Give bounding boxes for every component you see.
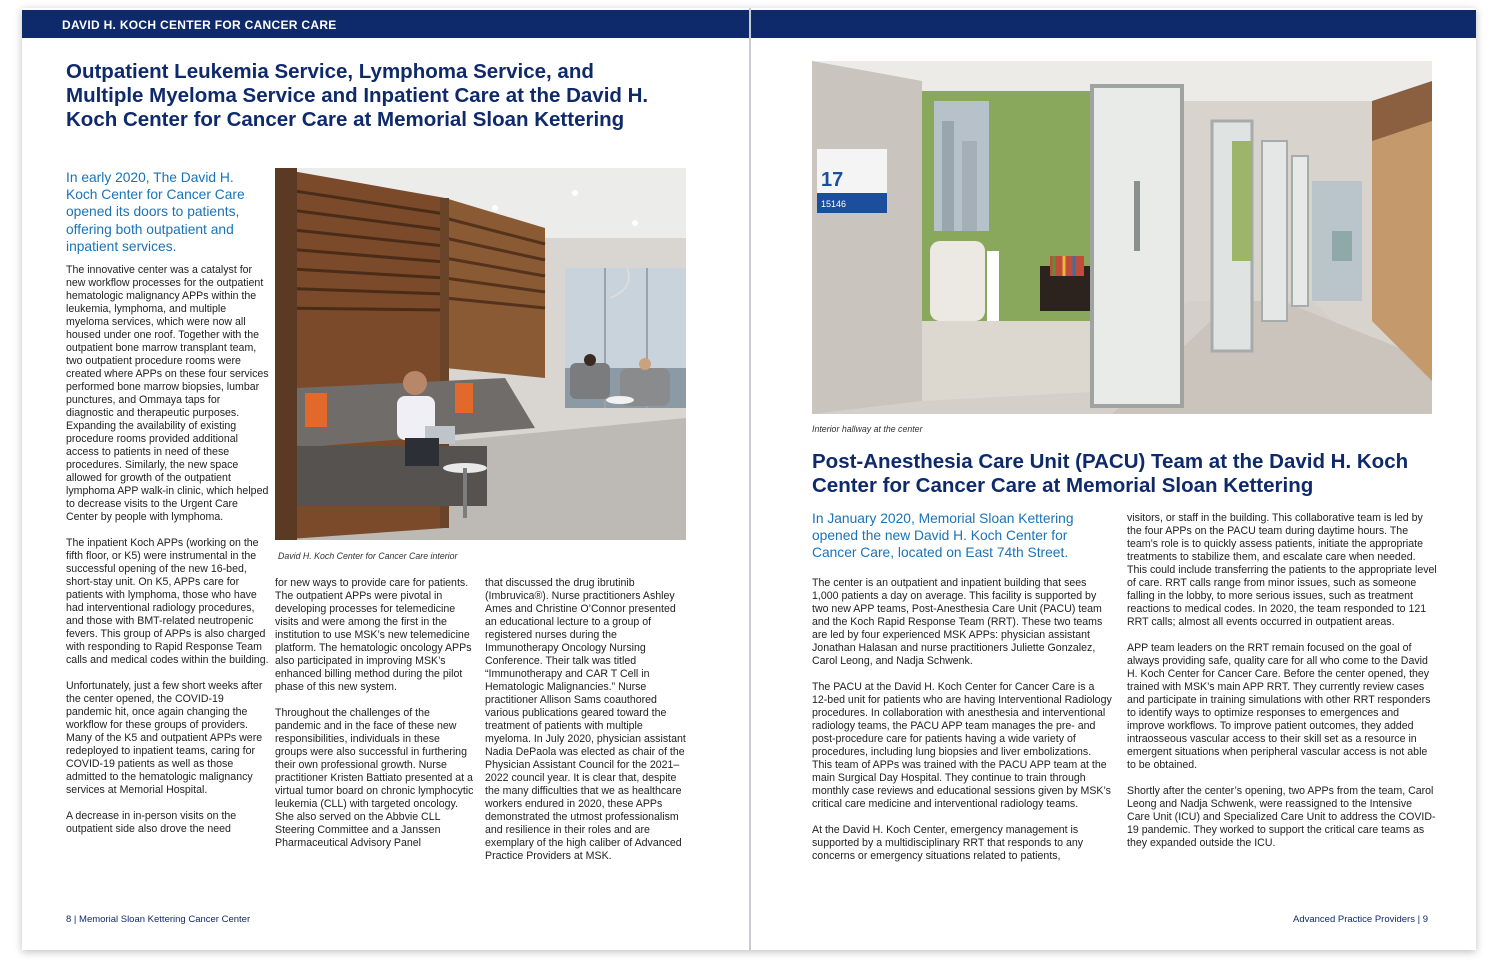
left-col3: [485, 577, 689, 876]
paragraph: At the David H. Koch Center, emergency management is supported by a multidisciplinary RRT that responds to any concerns or emergency situations related to patients,: [812, 824, 1084, 862]
section-title: DAVID H. KOCH CENTER FOR CANCER CARE: [62, 18, 337, 32]
paragraph: The center is an outpatient and inpatient building that sees 1,000 patients a day on average. This facility is supported by two new APP teams, Post-Anesthesia Care Unit (PACU) team and the Koch Rapid Response Team (RRT). These two teams are led by four experienced MSK APPs: physician assistant Jonathan Halasan and nurse practitioners Juliette Gonzalez, Carol Leong, and Nadja Schwenk.: [812, 577, 1103, 667]
right-col2: [1127, 512, 1437, 863]
paragraph: APP team leaders on the RRT remain focused on the goal of always providing safe, quality care for all who come to the David H. Koch Center for Cancer Care. Before the center opened, they trained with MSK’s main APP RRT. They currently review cases and participate in training simulations with other RRT responders to identify ways to optimize responses to emergences and improve workflows. To improve patient outcomes, they added intraosseous vascular access to their skill set as a resource in emergent situations when peripheral vascular access is not able to be obtained.: [1127, 642, 1431, 771]
header-band: [22, 10, 749, 38]
magazine-spread: [22, 8, 1476, 950]
paragraph: Throughout the challenges of the pandemic and in the face of these new responsibilities, individuals in these groups were also successful in furthering their own professional growth. Nurse practitioner Kristen Battiato presented at a virtual tumor board on chronic lymphocytic leukemia (CLL) with targeted oncology. She also served on the Abbvie CLL Steering Committee and a Janssen Pharmaceutical Advisory Panel: [275, 707, 474, 849]
left-col1: [66, 264, 270, 849]
paragraph: The innovative center was a catalyst for new workflow processes for the outpatient hematologic malignancy APPs within the leukemia, lymphoma, and multiple myeloma services, which were now all housed under one roof. Together with the outpatient bone marrow transplant team, two outpatient procedure rooms were created where APPs on these four services performed bone marrow biopsies, lumbar punctures, and Ommaya taps for diagnostic and therapeutic purposes. Expanding the availability of existing procedure rooms provided additional access to patients in need of these procedures. Similarly, the new space allowed for growth of the outpatient lymphoma APP walk-in clinic, which helped to decrease visits to the Urgent Care Center by people with lymphoma.: [66, 264, 269, 523]
room-code: 15146: [821, 199, 847, 209]
paragraph: Unfortunately, just a few short weeks after the center opened, the COVID-19 pandemic hit, once again changing the workflow for these groups of providers. Many of the K5 and outpatient APPs were redeployed to inpatient teams, caring for COVID-19 patients as well as those admitted to the hematologic malignancy services at Memorial Hospital.: [66, 680, 263, 796]
right-footer: Advanced Practice Providers | 9: [1292, 914, 1428, 925]
right-photo-caption: Interior hallway at the center: [812, 424, 923, 434]
left-footer: 8 | Memorial Sloan Kettering Cancer Center: [66, 914, 251, 925]
lounge-illustration: [275, 168, 686, 540]
header-band-right: [751, 10, 1476, 38]
right-page: [751, 8, 1476, 950]
paragraph: A decrease in in-person visits on the outpatient side also drove the need: [66, 810, 237, 835]
left-lead: In early 2020, The David H. Koch Center for Cancer Care opened its doors to patients, offering both outpatient and inpatient services.: [66, 170, 245, 254]
left-photo-caption: David H. Koch Center for Cancer Care interior: [278, 551, 458, 561]
lounge-photo: [275, 168, 686, 540]
paragraph: The inpatient Koch APPs (working on the fifth floor, or K5) were instrumental in the successful opening of the new 16-bed, short-stay unit. On K5, APPs care for patients with lymphoma, those who have had interventional radiology procedures, and those with BMT-related neutropenic fevers. This group of APPs is also charged with responding to Rapid Response Team calls and medical codes within the building.: [66, 537, 269, 666]
hallway-illustration: [812, 61, 1432, 414]
paragraph: for new ways to provide care for patients. The outpatient APPs were pivotal in developing processes for telemedicine visits and were among the first in the institution to use MSK’s new telemedicine platform. The hematologic oncology APPs also participated in improving MSK’s enhanced billing method during the pilot phase of this new system.: [275, 577, 472, 693]
right-col1: [812, 577, 1112, 876]
paragraph: that discussed the drug ibrutinib (Imbruvica®). Nurse practitioners Ashley Ames and Christine O’Connor presented an educational lecture to a group of registered nurses during the Immunotherapy Oncology Nursing Conference. Their talk was titled “Immunotherapy and CAR T Cell in Hematologic Malignancies.” Nurse practitioner Allison Sams coauthored various publications geared toward the treatment of patients with multiple myeloma. In July 2020, physician assistant Nadia DePaola was elected as chair of the Physician Assistant Council for the 2021–2022 council year. It is clear that, despite the many difficulties that we as healthcare workers endured in 2020, these APPs demonstrated the utmost professionalism and resilience in their roles and are exemplary of the high caliber of Advanced Practice Providers at MSK.: [485, 577, 686, 862]
right-headline: Post-Anesthesia Care Unit (PACU) Team at the David H. Koch Center for Cancer Care at Memorial Sloan Kettering: [812, 450, 1409, 497]
room-number: 17: [821, 169, 844, 191]
paragraph: The PACU at the David H. Koch Center for Cancer Care is a 12-bed unit for patients who are having Interventional Radiology procedures. In collaboration with anesthesia and interventional radiology teams, the PACU APP team manages the pre- and post-procedure care for patients having a wide variety of procedures, including lung biopsies and liver embolizations. This team of APPs was trained with the PACU APP team at the main Surgical Day Hospital. They continue to train through monthly case reviews and educational sessions given by MSK’s critical care medicine and interventional radiology teams.: [812, 681, 1112, 810]
paragraph: visitors, or staff in the building. This collaborative team is led by the four APPs on the PACU team during daytime hours. The team’s role is to quickly assess patients, initiate the appropriate treatments to stabilize them, and escalate care when needed. This could include transferring the patients to the appropriate level of care. RRT calls range from minor issues, such as someone falling in the lobby, to more serious issues, such as treatment reactions to medical codes. In 2020, the team responded to 121 RRT calls; almost all events occurred in outpatient areas.: [1127, 512, 1437, 628]
hallway-photo: [812, 61, 1432, 414]
right-lead: In January 2020, Memorial Sloan Kettering opened the new David H. Koch Center for Cancer Care, located on East 74th Street.: [812, 511, 1074, 561]
left-col2: [275, 577, 475, 863]
paragraph: Shortly after the center’s opening, two APPs from the team, Carol Leong and Nadja Schwenk, were reassigned to the Intensive Care Unit (ICU) and Specialized Care Unit to address the COVID-19 pandemic. They worked to support the critical care teams as they expanded outside the ICU.: [1127, 785, 1436, 849]
left-page: [22, 8, 749, 950]
left-headline: Outpatient Leukemia Service, Lymphoma Service, and Multiple Myeloma Service and Inpatient Care at the David H. Koch Center for Cancer Care at Memorial Sloan Kettering: [66, 60, 649, 131]
